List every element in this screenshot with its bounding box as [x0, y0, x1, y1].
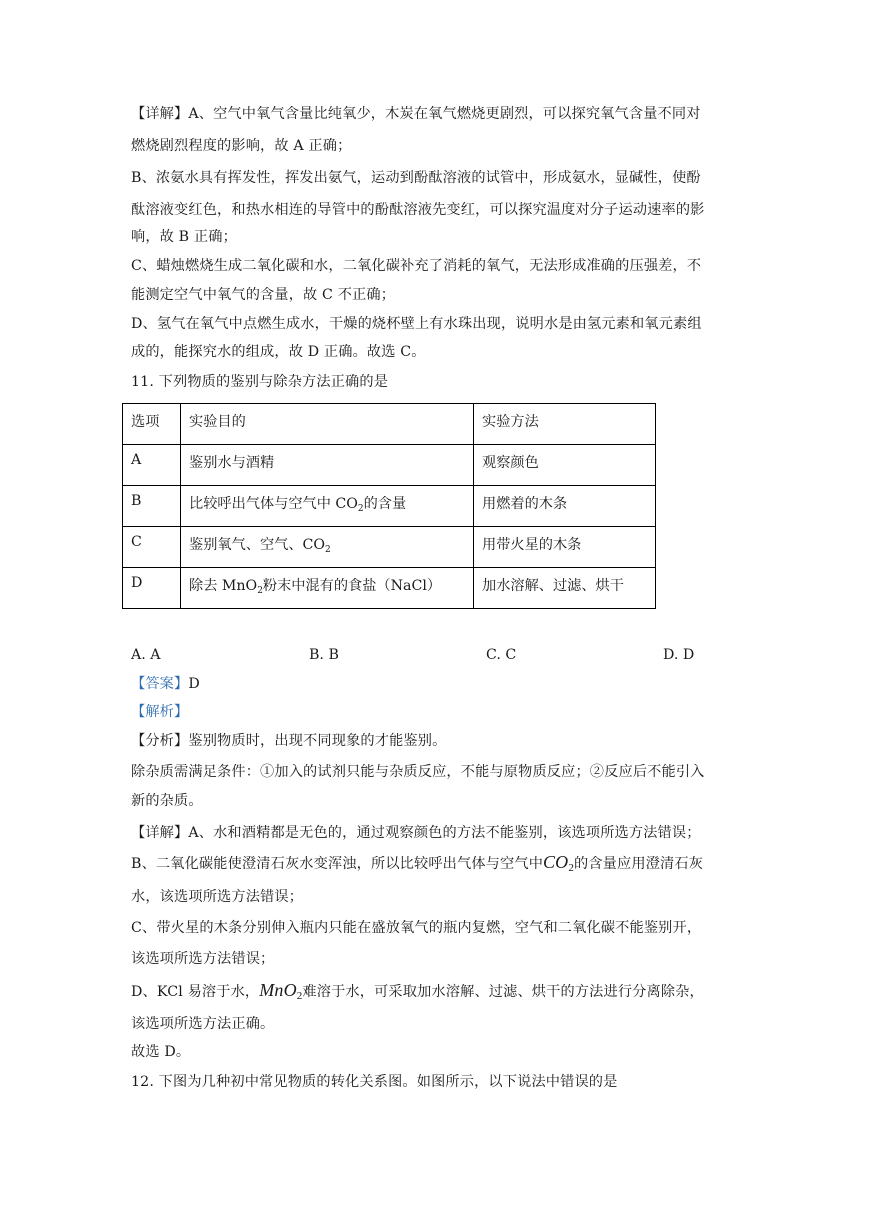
detail-line-9: 成的，能探究水的组成，故 D 正确。故选 C。	[131, 344, 426, 360]
detail-11-a: 【详解】A、水和酒精都是无色的，通过观察颜色的方法不能鉴别，该选项所选方法错误；	[131, 825, 701, 841]
table-cell-option: D	[123, 568, 181, 609]
detail-line-6: C、蜡烛燃烧生成二氧化碳和水，二氧化碳补充了消耗的氧气，无法形成准确的压强差，不	[131, 258, 702, 274]
table-cell-purpose: 鉴别氧气、空气、$CO_2$	[181, 527, 474, 568]
answer-value: D	[188, 676, 200, 692]
table-header-cell: 实验目的	[181, 404, 474, 445]
table-cell-option: A	[123, 445, 181, 486]
detail-tag: 【详解】	[131, 106, 189, 122]
impurity-line-1: 除杂质需满足条件：①加入的试剂只能与杂质反应，不能与原物质反应；②反应后不能引入	[131, 764, 705, 780]
conclusion-line: 故选 D。	[131, 1044, 191, 1060]
detail-11-b2: 水，该选项所选方法错误；	[131, 889, 304, 905]
answer-line	[131, 675, 200, 693]
detail-11-b1: B、二氧化碳能使澄清石灰水变浑浊，所以比较呼出气体与空气中$CO_2$的含量应用澄清石灰	[131, 852, 704, 874]
analysis-line: 【分析】鉴别物质时，出现不同现象的才能鉴别。	[131, 733, 447, 749]
table-header-cell: 选项	[123, 404, 181, 445]
table-cell-method: 用带火星的木条	[474, 527, 656, 568]
detail-line-5: 响，故 B 正确；	[131, 229, 237, 245]
detail-line-4: 酞溶液变红色，和热水相连的导管中的酚酞溶液先变红，可以探究温度对分子运动速率的影	[131, 202, 705, 218]
table-cell-purpose: 除去 MnO$_2$粉末中混有的食盐（NaCl）	[181, 568, 474, 609]
detail-line-1: 【详解】A、空气中氧气含量比纯氧少，木炭在氧气燃烧更剧烈，可以探究氧气含量不同对	[131, 106, 701, 122]
table-cell-method: 观察颜色	[474, 445, 656, 486]
option-b: B. B	[309, 647, 339, 663]
impurity-line-2: 新的杂质。	[131, 793, 203, 809]
option-d: D. D	[663, 647, 695, 663]
detail-11-d2: 该选项所选方法正确。	[131, 1016, 275, 1032]
table-cell-purpose: 比较呼出气体与空气中 $CO_2$的含量	[181, 486, 474, 527]
analysis-tag: 【解析】	[131, 704, 189, 720]
detail-line-2: 燃烧剧烈程度的影响，故 A 正确；	[131, 138, 352, 154]
detail-line-3: B、浓氨水具有挥发性，挥发出氨气，运动到酚酞溶液的试管中，形成氨水，显碱性，使酚	[131, 170, 701, 186]
option-a: A. A	[131, 647, 161, 663]
table-row	[123, 486, 656, 527]
table-cell-method: 用燃着的木条	[474, 486, 656, 527]
detail-11-c2: 该选项所选方法错误；	[131, 951, 275, 967]
answer-tag: 【答案】	[131, 676, 189, 692]
question-11-stem: 11. 下列物质的鉴别与除杂方法正确的是	[131, 374, 389, 390]
question-12-stem: 12. 下图为几种初中常见物质的转化关系图。如图所示，以下说法中错误的是	[131, 1074, 618, 1090]
detail-line-8: D、氢气在氧气中点燃生成水，干燥的烧杯壁上有水珠出现，说明水是由氢元素和氧元素组	[131, 316, 702, 332]
table-row	[123, 527, 656, 568]
table-cell-purpose: 鉴别水与酒精	[181, 445, 474, 486]
detail-11-d1: D、KCl 易溶于水，MnO$_2$难溶于水，可采取加水溶解、过滤、烘干的方法进行分离除杂，	[131, 980, 704, 1002]
option-c: C. C	[486, 647, 517, 663]
table-header-row	[123, 404, 656, 445]
experiment-table	[122, 403, 656, 609]
table-row	[123, 445, 656, 486]
table-row	[123, 568, 656, 609]
table-cell-method: 加水溶解、过滤、烘干	[474, 568, 656, 609]
detail-11-c1: C、带火星的木条分别伸入瓶内只能在盛放氧气的瓶内复燃，空气和二氧化碳不能鉴别开，	[131, 920, 702, 936]
table-cell-option: B	[123, 486, 181, 527]
detail-line-7: 能测定空气中氧气的含量，故 C 不正确；	[131, 287, 396, 303]
table-header-cell: 实验方法	[474, 404, 656, 445]
table-cell-option: C	[123, 527, 181, 568]
